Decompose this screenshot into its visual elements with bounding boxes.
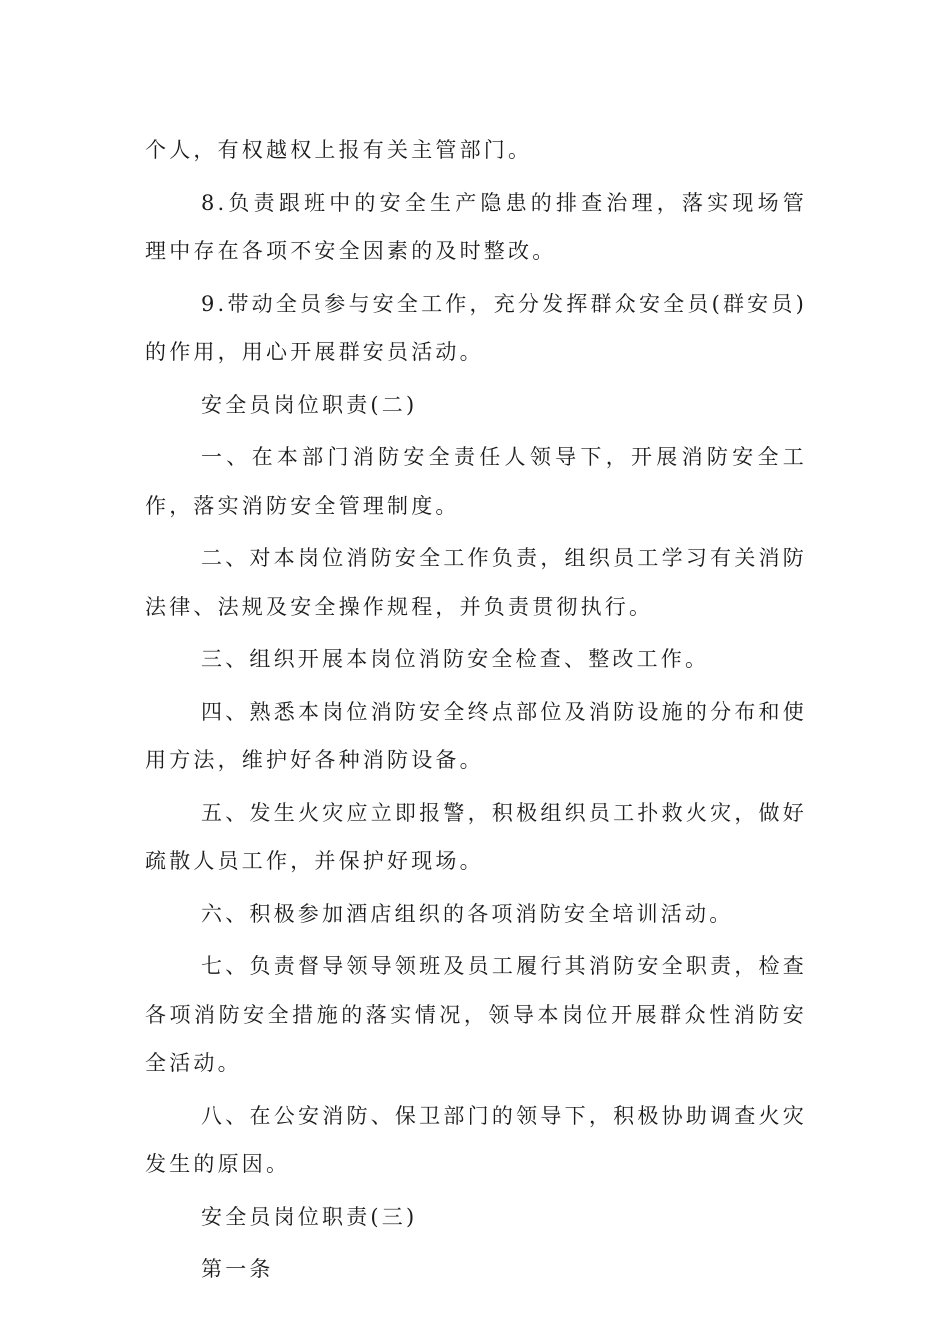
paragraph-item-3: 三、组织开展本岗位消防安全检查、整改工作。 <box>201 647 710 671</box>
section-heading-3: 安全员岗位职责(三) <box>201 1204 418 1229</box>
paragraph-item-8: 8.负责跟班中的安全生产隐患的排查治理，落实现场管理中存在各项不安全因素的及时整改。 <box>145 190 807 263</box>
document-page <box>145 126 807 1298</box>
paragraph-continuation: 个人，有权越权上报有关主管部门。 <box>145 138 533 162</box>
paragraph-item-9: 9.带动全员参与安全工作，充分发挥群众安全员(群安员)的作用，用心开展群安员活动。 <box>145 291 807 364</box>
section-heading-2: 安全员岗位职责(二) <box>201 392 418 417</box>
paragraph-item-4: 四、熟悉本岗位消防安全终点部位及消防设施的分布和使用方法，维护好各种消防设备。 <box>145 699 807 772</box>
paragraph-item-7: 七、负责督导领导领班及员工履行其消防安全职责，检查各项消防安全措施的落实情况，领导本岗位开展群众性消防安全活动。 <box>145 954 807 1075</box>
paragraph-item-8b: 八、在公安消防、保卫部门的领导下，积极协助调查火灾发生的原因。 <box>145 1103 807 1176</box>
paragraph-item-6: 六、积极参加酒店组织的各项消防安全培训活动。 <box>201 901 734 926</box>
article-heading-1: 第一条 <box>201 1257 274 1281</box>
paragraph-item-5: 五、发生火灾应立即报警，积极组织员工扑救火灾，做好疏散人员工作，并保护好现场。 <box>145 800 807 873</box>
paragraph-item-1: 一、在本部门消防安全责任人领导下，开展消防安全工作，落实消防安全管理制度。 <box>145 445 807 518</box>
paragraph-item-2: 二、对本岗位消防安全工作负责，组织员工学习有关消防法律、法规及安全操作规程，并负责贯彻执行。 <box>145 546 807 619</box>
